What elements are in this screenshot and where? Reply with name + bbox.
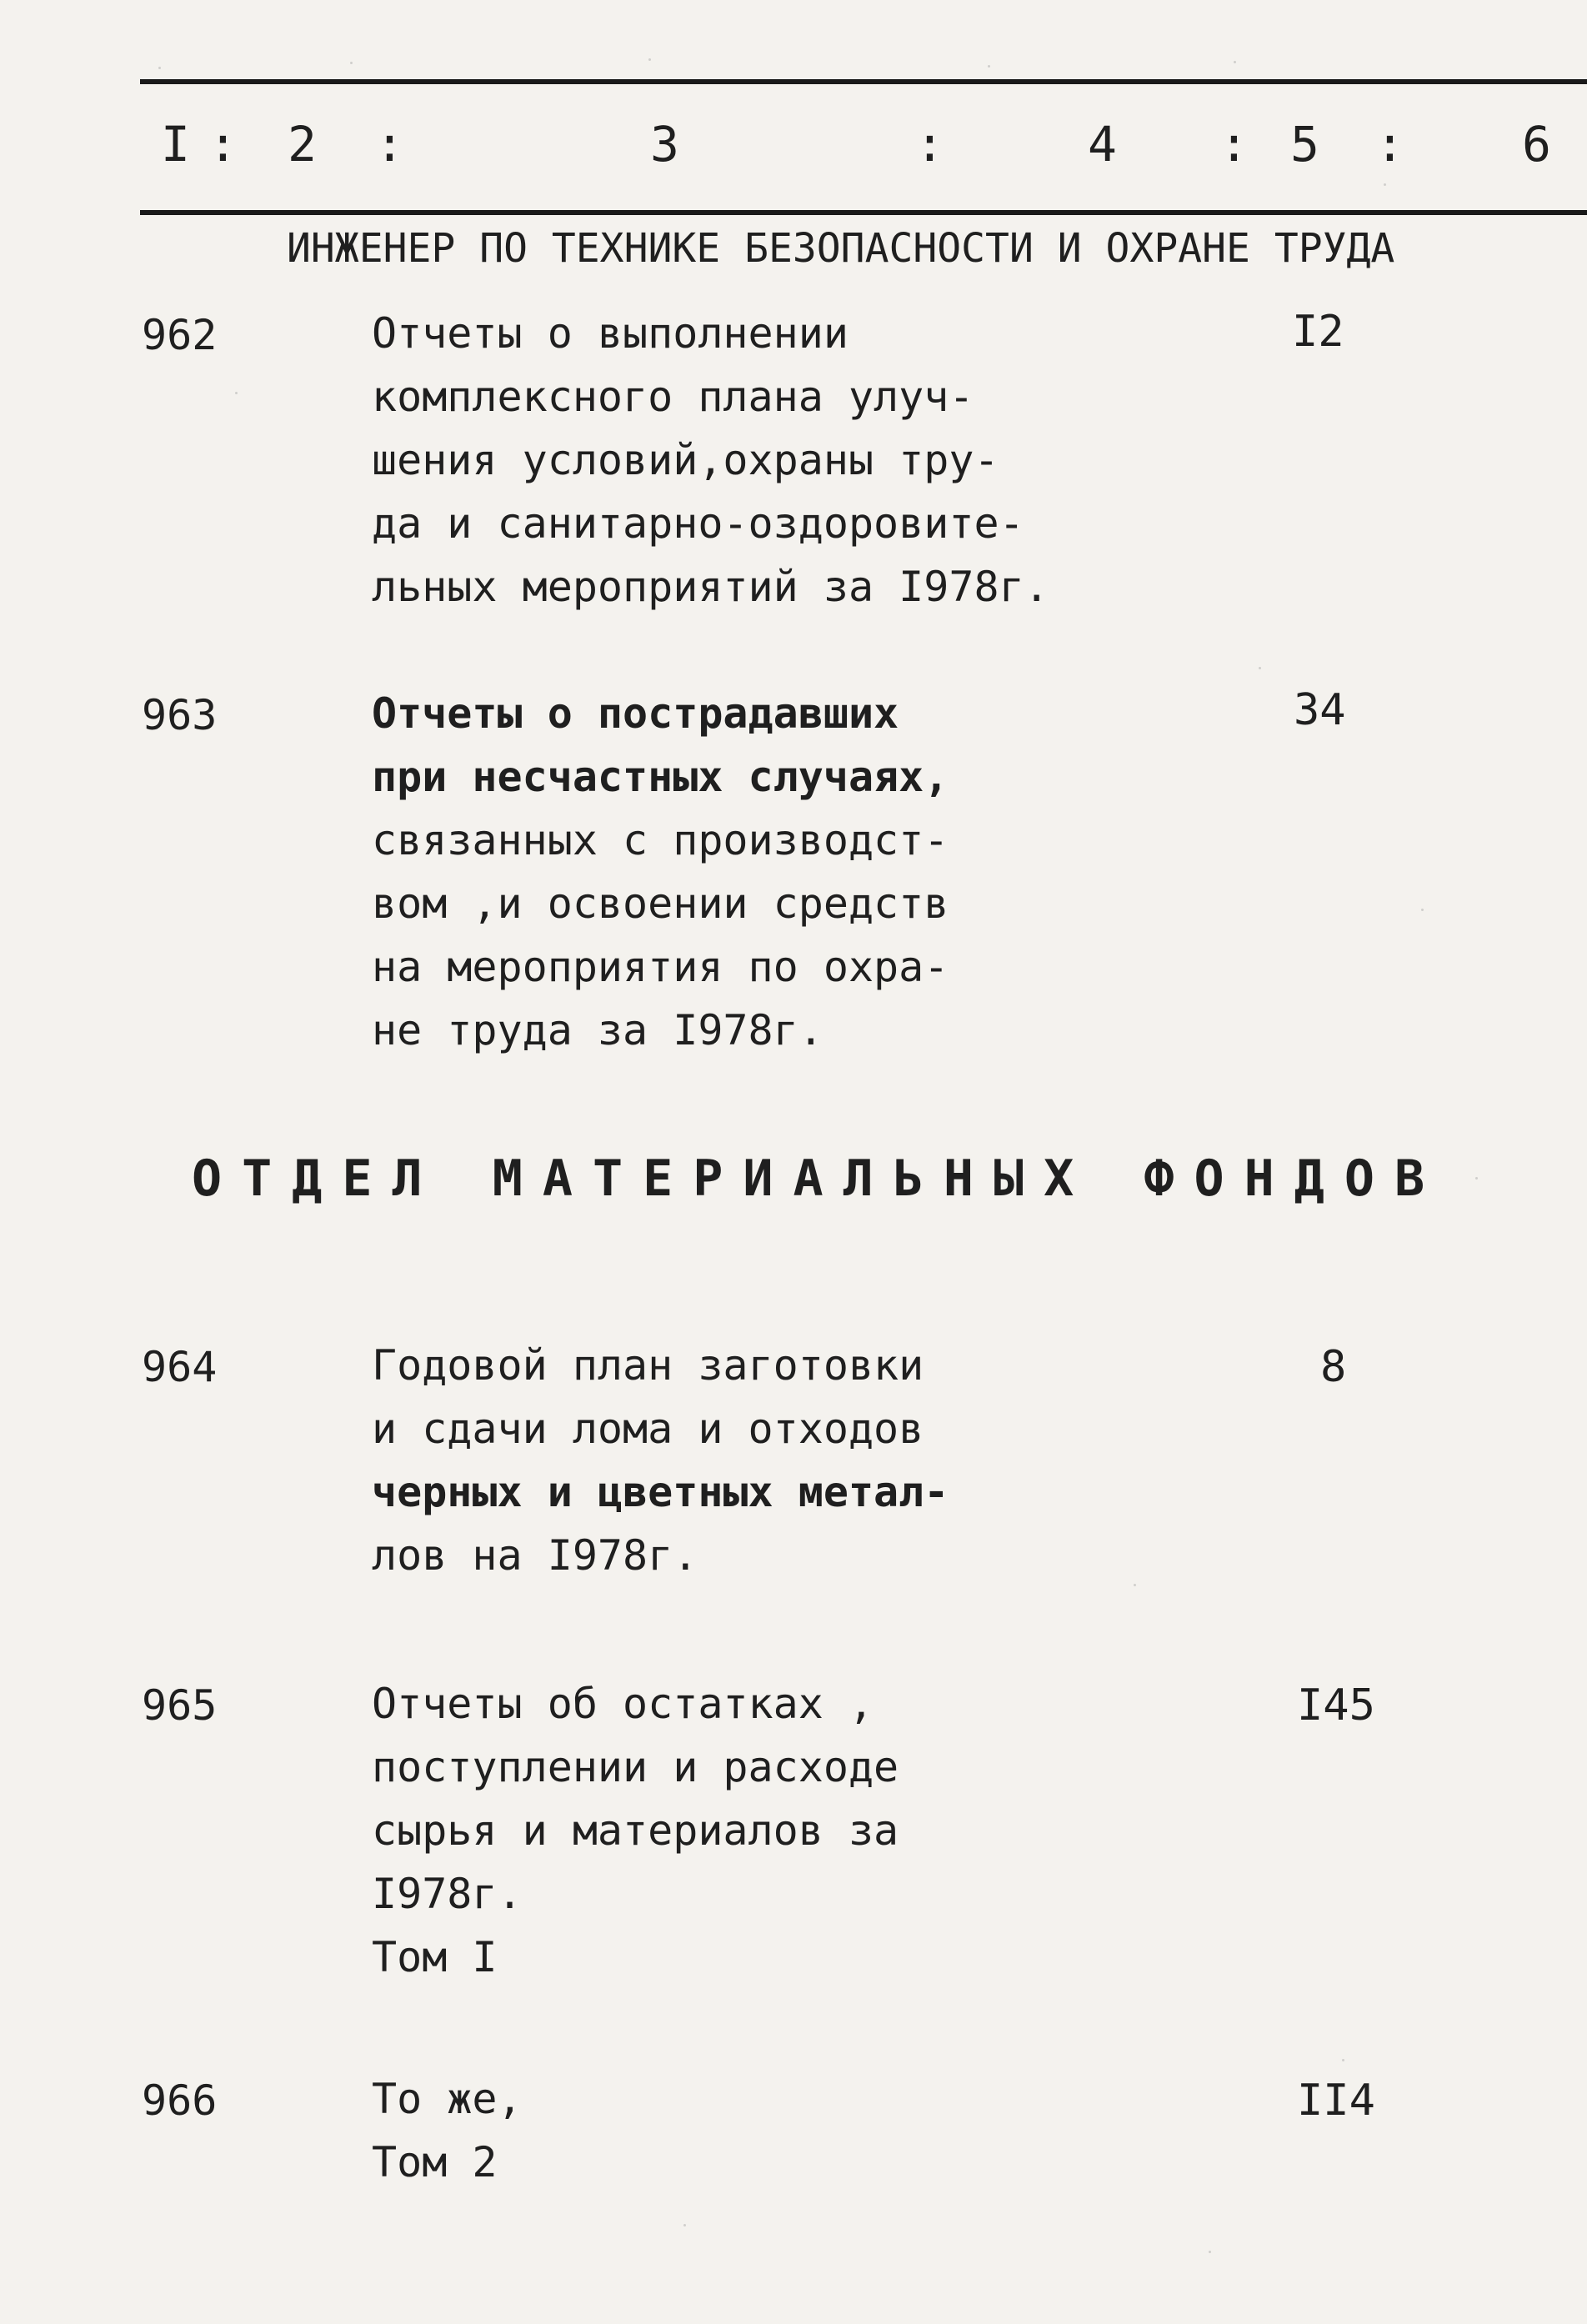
column-separator: : [915,116,944,173]
entry-description [372,1334,1189,1587]
scan-speckle [1421,909,1424,911]
entry-description [372,682,1189,1062]
column-header-1: I [161,116,190,173]
entry-line: Отчеты об остатках , [372,1680,874,1728]
scan-speckle [1259,667,1261,669]
entry-line: вом ,и освоении средств [372,879,949,928]
scan-speckle [158,67,161,69]
entry-number: 965 [142,1681,218,1730]
entry-description [372,1672,1189,1989]
entry-quantity: 34 [1294,685,1346,735]
entry-description [372,302,1189,619]
column-separator: : [208,116,238,173]
entry-line: поступлении и расходе [372,1743,899,1791]
header-bottom-rule [140,210,1587,215]
entry-quantity: II4 [1297,2076,1375,2126]
scan-speckle [1384,183,1386,186]
entry-line: шения условий,охраны тру- [372,436,999,484]
column-header-6: 6 [1522,116,1551,173]
scan-speckle [350,62,353,64]
scan-speckle [683,2224,686,2226]
scan-speckle [1209,2251,1211,2253]
column-header-3: 3 [650,116,679,173]
entry-line: I978г. [372,1870,523,1918]
entry-line: комплексного плана улуч- [372,373,974,421]
entry-line: Годовой план заготовки [372,1341,924,1390]
scan-speckle [1234,61,1236,63]
scan-speckle [1342,2059,1344,2061]
scan-speckle [1475,1177,1478,1180]
scan-speckle [235,392,238,394]
entry-line: да и санитарно-оздоровите- [372,499,1024,548]
entry-line: Отчеты о пострадавших [372,689,899,738]
column-separator: : [1375,116,1404,173]
scan-speckle [648,58,651,61]
entry-line: при несчастных случаях, [372,753,949,801]
top-rule [140,79,1587,84]
entry-line: сырья и материалов за [372,1806,899,1855]
entry-line: лов на I978г. [372,1531,698,1580]
column-separator: : [1219,116,1249,173]
entry-line: То же, [372,2075,523,2123]
entry-quantity: I2 [1292,307,1344,357]
entry-description [372,2067,1189,2194]
entry-number: 966 [142,2076,218,2125]
entry-line: черных и цветных метал- [372,1468,949,1516]
section-title-material-funds: ОТДЕЛ МАТЕРИАЛЬНЫХ ФОНДОВ [192,1149,1445,1208]
entry-number: 964 [142,1343,218,1391]
entry-line: и сдачи лома и отходов [372,1405,924,1453]
entry-line: Том I [372,1933,498,1981]
entry-number: 963 [142,691,218,739]
entry-line: на мероприятия по охра- [372,943,949,991]
entry-quantity: I45 [1297,1680,1375,1730]
entry-line: не труда за I978г. [372,1006,824,1054]
column-separator: : [375,116,404,173]
column-header-2: 2 [288,116,317,173]
entry-line: Отчеты о выполнении [372,309,849,358]
column-header-5: 5 [1290,116,1319,173]
entry-line: Том 2 [372,2138,498,2186]
column-header-4: 4 [1088,116,1117,173]
entry-number: 962 [142,311,218,359]
entry-line: льных мероприятий за I978г. [372,563,1049,611]
column-header-row [0,115,1587,173]
section-title-safety-engineer: ИНЖЕНЕР ПО ТЕХНИКЕ БЕЗОПАСНОСТИ И ОХРАНЕ ТРУДА [287,225,1395,272]
scan-speckle [988,65,990,68]
entry-line: связанных с производст- [372,816,949,864]
entry-quantity: 8 [1320,1342,1347,1392]
